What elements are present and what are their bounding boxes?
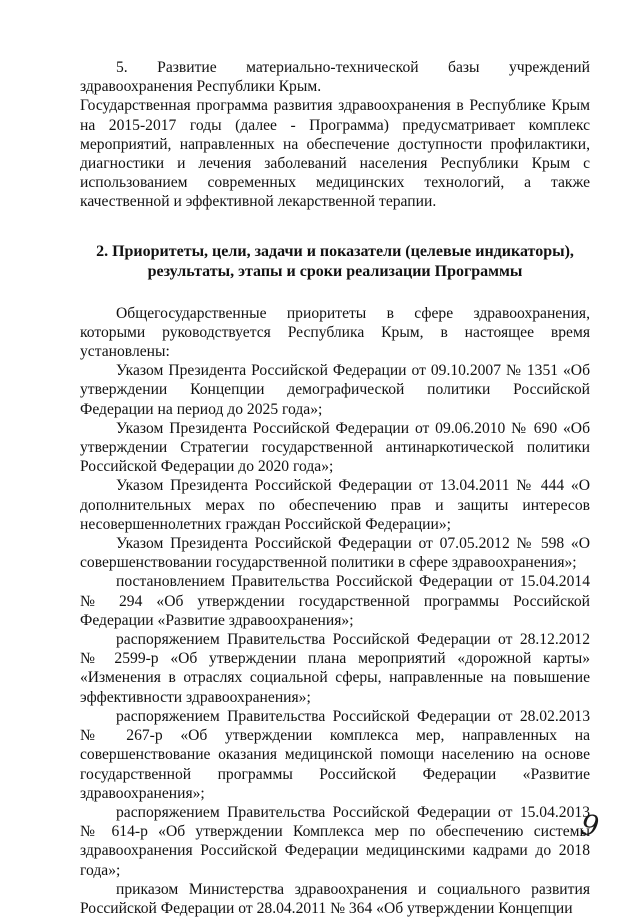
section-heading-line-1: 2. Приоритеты, цели, задачи и показатели (целевые индикаторы), (96, 242, 574, 260)
legal-act-3: Указом Президента Российской Федерации от 13.04.2011 № 444 «О дополнительных мерах по обеспечению прав и защиты интересов несовершеннолетних граждан Российской Федерации»; (80, 477, 590, 533)
legal-act-7: распоряжением Правительства Российской Федерации от 28.02.2013 № 267-р «Об утверждении комплекса мер, направленных на совершенствование оказания медицинской помощи населению на основе государственной программы Российской Федерации «Развитие здравоохранения»; (80, 707, 590, 802)
section-heading-line-2: результаты, этапы и сроки реализации Программы (147, 262, 523, 280)
program-description: Государственная программа развития здравоохранения в Республике Крым на 2015-2017 годы (далее - Программа) предусматривает комплекс мероприятий, направленных на обеспечение доступности профилактики, диагностики и лечения заболеваний населения Республики Крым с использованием современных медицинских технологий, а также качественной и эффективной лекарственной терапии. (80, 97, 590, 211)
legal-act-1: Указом Президента Российской Федерации от 09.10.2007 № 1351 «Об утверждении Концепции демографической политики Российской Федерации на период до 2025 года»; (80, 362, 590, 418)
legal-act-4: Указом Президента Российской Федерации от 07.05.2012 № 598 «О совершенствовании государственной политики в сфере здравоохранения»; (80, 535, 590, 572)
section-heading (80, 242, 590, 282)
legal-act-2: Указом Президента Российской Федерации от 09.06.2010 № 690 «Об утверждении Стратегии государственной антинаркотической политики Российской Федерации до 2020 года»; (80, 419, 590, 476)
document-page (80, 58, 590, 918)
legal-act-8: распоряжением Правительства Российской Федерации от 15.04.2013 № 614-р «Об утверждении Комплекса мер по обеспечению системы здравоохранения Российской Федерации медицинскими кадрами до 2018 года»; (80, 803, 590, 879)
list-item-5: 5. Развитие материально-технической базы учреждений здравоохранения Республики Крым. (80, 59, 590, 96)
legal-act-5: постановлением Правительства Российской Федерации от 15.04.2014 № 294 «Об утверждении государственной программы Российской Федерации «Развитие здравоохранения»; (80, 573, 590, 629)
legal-act-9: приказом Министерства здравоохранения и социального развития Российской Федерации от 28.04.2011 № 364 «Об утверждении Концепции (80, 880, 590, 917)
priorities-lead: Общегосударственные приоритеты в сфере здравоохранения, которыми руководствуется Республика Крым, в настоящее время установлены: (80, 304, 590, 361)
legal-act-6: распоряжением Правительства Российской Федерации от 28.12.2012 № 2599-р «Об утверждении плана мероприятий «дорожной карты» «Изменения в отраслях социальной сферы, направленные на повышение эффективности здравоохранения»; (80, 631, 590, 706)
page-number: 9 (578, 807, 602, 844)
